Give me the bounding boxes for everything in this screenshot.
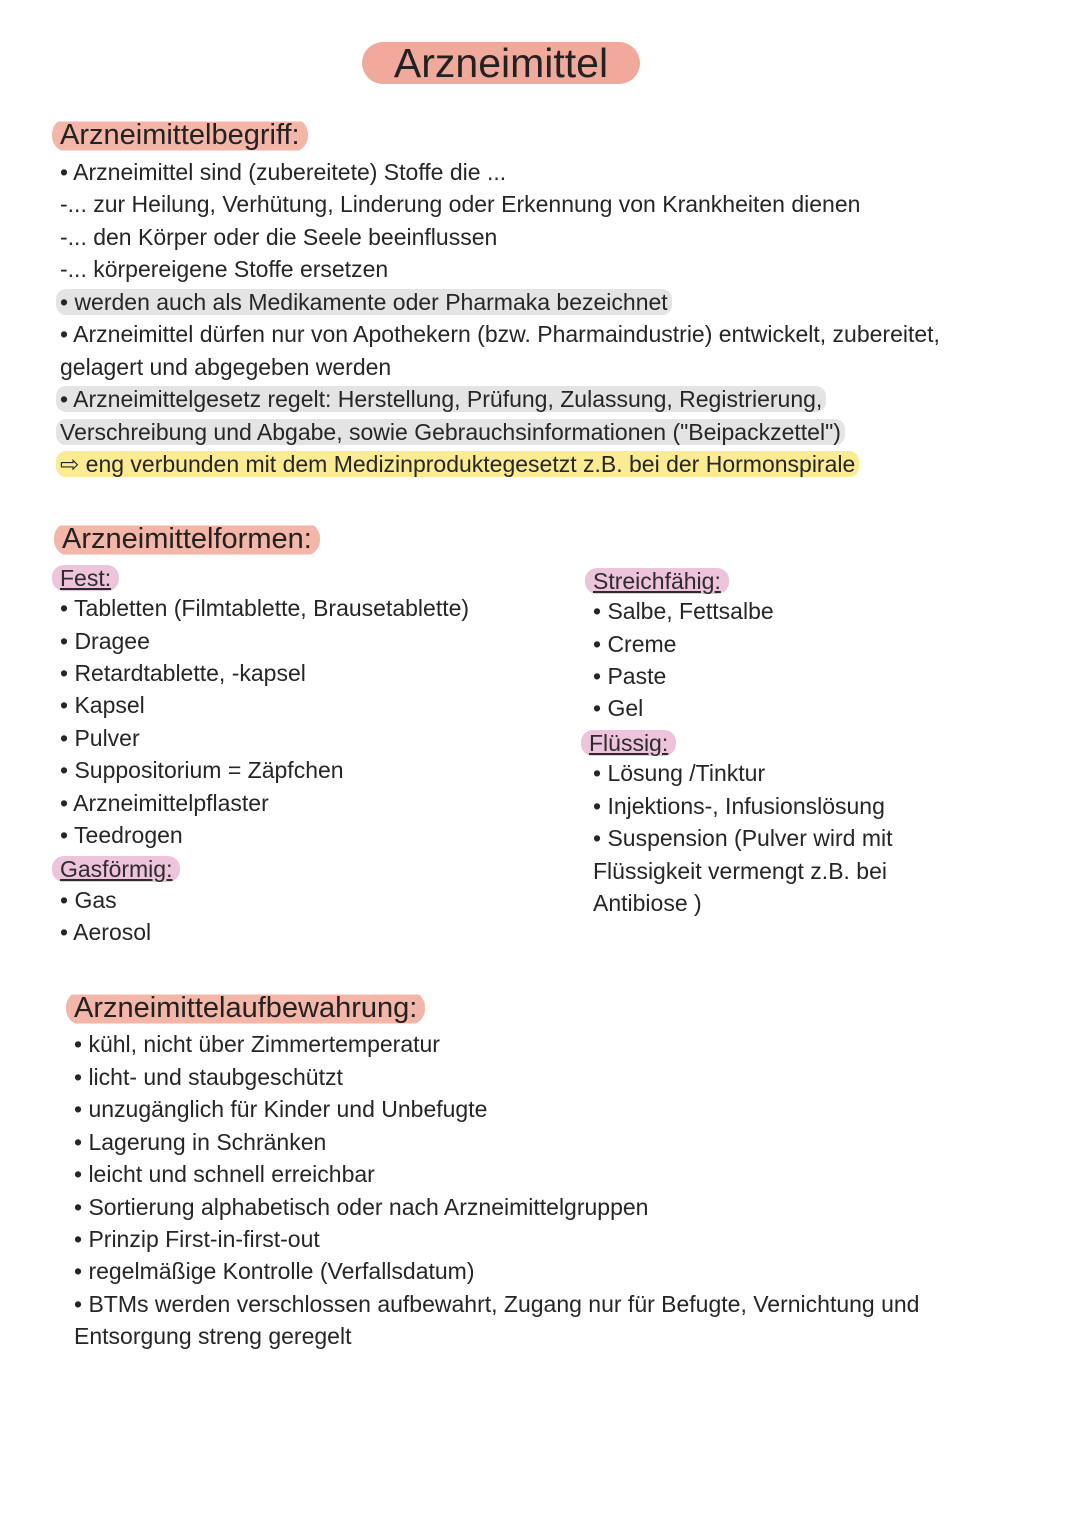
section-heading-formen: Arzneimittelformen: bbox=[54, 522, 320, 556]
list-item: • Suppositorium = Zäpfchen bbox=[60, 757, 344, 783]
begriff-line: Verschreibung und Abgabe, sowie Gebrauchsinformationen ("Beipackzettel") bbox=[60, 416, 845, 449]
begriff-line: -... den Körper oder die Seele beeinflussen bbox=[60, 224, 498, 250]
list-item: Flüssigkeit vermengt z.B. bei bbox=[593, 858, 888, 884]
list-item: • Gel bbox=[593, 695, 644, 721]
list-item: • Dragee bbox=[60, 628, 150, 654]
list-item: • Creme bbox=[593, 631, 677, 657]
begriff-line: -... zur Heilung, Verhütung, Linderung oder Erkennung von Krankheiten dienen bbox=[60, 191, 861, 217]
begriff-line: • Arzneimittel sind (zubereitete) Stoffe die ... bbox=[60, 159, 507, 185]
list-item: • Suspension (Pulver wird mit bbox=[593, 825, 893, 851]
list-item: • Tabletten (Filmtablette, Brausetablette) bbox=[60, 595, 470, 621]
begriff-line: • Arzneimittelgesetz regelt: Herstellung, Prüfung, Zulassung, Registrierung, bbox=[60, 383, 826, 416]
list-item: • Aerosol bbox=[60, 919, 152, 945]
section-heading-begriff: Arzneimittelbegriff: bbox=[52, 118, 308, 152]
list-item: • Gas bbox=[60, 887, 117, 913]
list-item: • Teedrogen bbox=[60, 822, 183, 848]
list-item: • Kapsel bbox=[60, 692, 145, 718]
aufbewahrung-line: • Prinzip First-in-first-out bbox=[74, 1226, 320, 1252]
list-item: • Injektions-, Infusionslösung bbox=[593, 793, 885, 819]
begriff-line: gelagert und abgegeben werden bbox=[60, 354, 392, 380]
list-item: • Retardtablette, -kapsel bbox=[60, 660, 306, 686]
list-item: • Lösung /Tinktur bbox=[593, 760, 766, 786]
list-item: • Pulver bbox=[60, 725, 140, 751]
list-item: Antibiose ) bbox=[593, 890, 702, 916]
aufbewahrung-line: • Sortierung alphabetisch oder nach Arzneimittelgruppen bbox=[74, 1194, 649, 1220]
aufbewahrung-line: • regelmäßige Kontrolle (Verfallsdatum) bbox=[74, 1258, 475, 1284]
aufbewahrung-line: • leicht und schnell erreichbar bbox=[74, 1161, 375, 1187]
aufbewahrung-line: • unzugänglich für Kinder und Unbefugte bbox=[74, 1096, 488, 1122]
subheading-fest: Fest: bbox=[52, 565, 119, 591]
begriff-line: -... körpereigene Stoffe ersetzen bbox=[60, 256, 389, 282]
aufbewahrung-line: • kühl, nicht über Zimmertemperatur bbox=[74, 1031, 440, 1057]
aufbewahrung-line: Entsorgung streng geregelt bbox=[74, 1323, 352, 1349]
subheading-streichfaehig: Streichfähig: bbox=[585, 568, 729, 594]
list-item: • Salbe, Fettsalbe bbox=[593, 598, 774, 624]
aufbewahrung-line: • licht- und staubgeschützt bbox=[74, 1064, 343, 1090]
page-title: Arzneimittel bbox=[362, 42, 640, 84]
list-item: • Arzneimittelpflaster bbox=[60, 790, 269, 816]
aufbewahrung-line: • Lagerung in Schränken bbox=[74, 1129, 327, 1155]
subheading-gasfoermig: Gasförmig: bbox=[52, 856, 180, 882]
subheading-fluessig: Flüssig: bbox=[581, 730, 676, 756]
begriff-line: ⇨ eng verbunden mit dem Medizinproduktegesetzt z.B. bei der Hormonspirale bbox=[60, 448, 859, 481]
list-item: • Paste bbox=[593, 663, 667, 689]
begriff-line: • werden auch als Medikamente oder Pharmaka bezeichnet bbox=[60, 286, 672, 319]
aufbewahrung-line: • BTMs werden verschlossen aufbewahrt, Zugang nur für Befugte, Vernichtung und bbox=[74, 1291, 920, 1317]
section-heading-aufbewahrung: Arzneimittelaufbewahrung: bbox=[66, 991, 425, 1025]
begriff-line: • Arzneimittel dürfen nur von Apothekern (bzw. Pharmaindustrie) entwickelt, zubereitet, bbox=[60, 321, 940, 347]
